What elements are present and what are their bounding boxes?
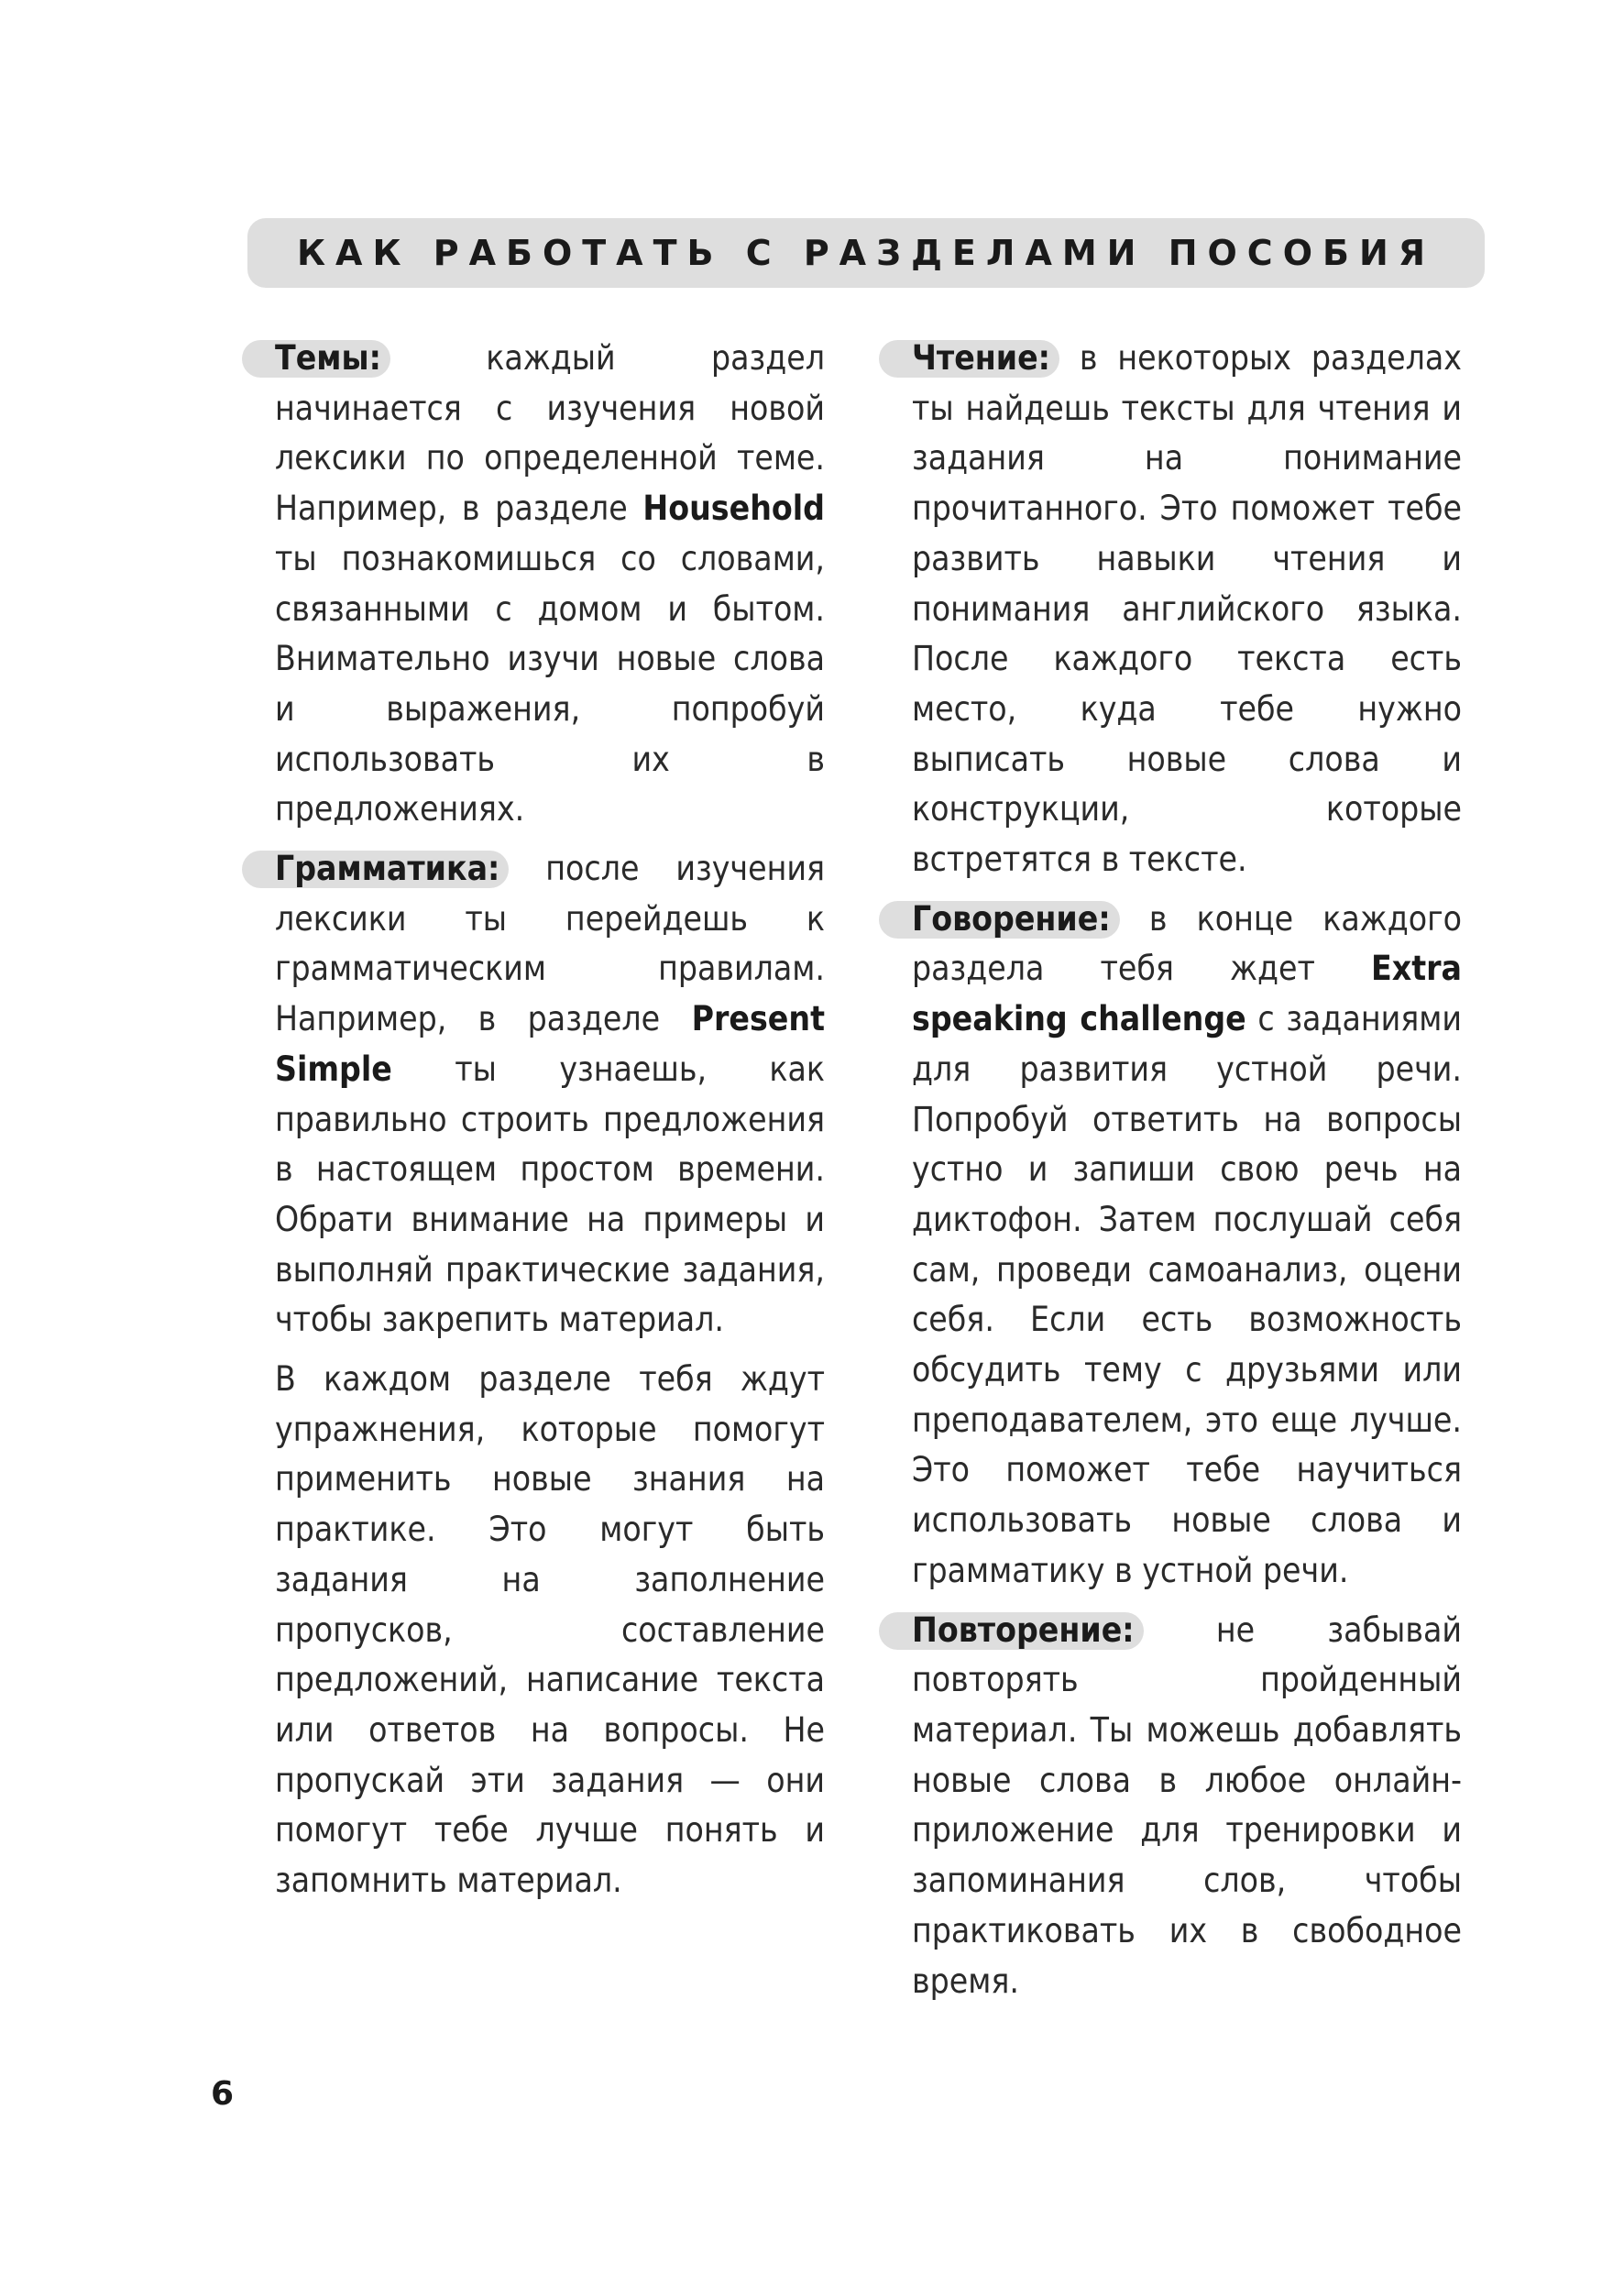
label-reading: Чтение:	[912, 338, 1050, 378]
paragraph-review	[912, 1606, 1462, 2007]
speaking-text-2: с заданиями для развития устной речи. Попробуй ответить на вопросы устно и запиши свою речь на диктофон. Затем послушай себя сам, проведи самоанализ, оцени себя. Если есть возможность обсудить тему с друзьями или преподавателем, это еще лучше. Это поможет тебе научиться использовать новые слова и грамматику в устной речи.	[912, 999, 1462, 1590]
grammar-text-1: после изучения лексики ты перейдешь к грамматическим правилам. Например, в разделе	[275, 849, 825, 1039]
topics-text-1: каждый раздел начинается с изучения новой лексики по определенной теме. Например, в разделе	[275, 338, 825, 529]
review-text: не забывай повторять пройденный материал. Ты можешь добавлять новые слова в любое онлайн-приложение для тренировки и запоминания слов, чтобы практиковать их в свободное время.	[912, 1609, 1462, 2001]
topics-text-2: ты познакомишься со словами, связанными с домом и бытом. Внимательно изучи новые слова и выражения, попробуй использовать их в предложениях.	[275, 538, 825, 829]
label-grammar: Грамматика:	[275, 849, 500, 889]
reading-text: в некоторых разделах ты найдешь тексты для чтения и задания на понимание прочитанного. Это поможет тебе развить навыки чтения и понимания английского языка. После каждого текста есть место, куда тебе нужно выписать новые слова и конструкции, которые встретятся в тексте.	[912, 338, 1462, 880]
page-number: 6	[211, 2075, 235, 2113]
paragraph-grammar	[275, 844, 825, 1346]
paragraph-topics	[275, 334, 825, 835]
paragraph-reading	[912, 334, 1462, 885]
page-title: КАК РАБОТАТЬ С РАЗДЕЛАМИ ПОСОБИЯ	[296, 233, 1436, 273]
grammar-text-2: ты узнаешь, как правильно строить предложения в настоящем простом времени. Обрати внимание на примеры и выполняй практические задания, чтобы закрепить материал.	[275, 1049, 826, 1340]
right-column	[912, 334, 1462, 2016]
label-topics: Темы:	[275, 338, 381, 378]
section-header	[247, 218, 1485, 288]
label-speaking: Говорение:	[912, 898, 1111, 939]
speaking-term: Extra speaking challenge	[912, 949, 1462, 1039]
topics-term: Household	[642, 489, 825, 529]
paragraph-exercises	[275, 1355, 825, 1906]
left-column	[275, 334, 825, 1916]
label-review: Повторение:	[912, 1609, 1135, 1650]
speaking-text-1: в конце каждого раздела тебя ждет	[912, 898, 1462, 989]
grammar-term: Present Simple	[275, 999, 825, 1089]
exercises-text: В каждом разделе тебя ждут упражнения, которые помогут применить новые знания на практике. Это могут быть задания на заполнение пропусков, составление предложений, написание текста или ответов на вопросы. Не пропускай эти задания — они помогут тебе лучше понять и запомнить материал.	[275, 1359, 825, 1901]
paragraph-speaking	[912, 895, 1462, 1597]
